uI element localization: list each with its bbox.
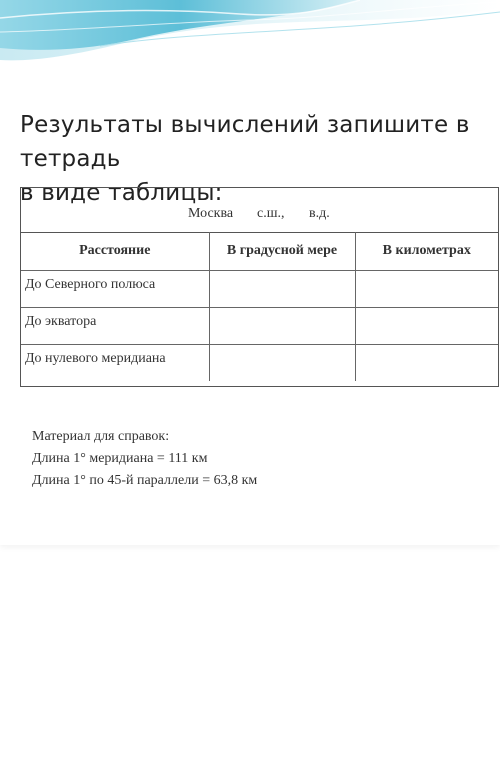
row-label-north-pole: До Северного полюса <box>21 270 209 307</box>
header-degrees: В градусной мере <box>209 232 355 270</box>
table-row <box>21 307 498 344</box>
heading-line-1: Результаты вычислений запишите в тетрадь <box>20 112 470 172</box>
distance-grid <box>21 232 498 381</box>
cell-degrees <box>209 270 355 307</box>
reference-material <box>32 426 472 492</box>
row-label-equator: До экватора <box>21 307 209 344</box>
cell-km <box>355 344 498 381</box>
table-row <box>21 270 498 307</box>
row-label-prime-meridian: До нулевого меридиана <box>21 344 209 381</box>
longitude-label: в.д. <box>309 206 330 221</box>
header-distance: Расстояние <box>21 232 209 270</box>
reference-line-2: Длина 1° по 45-й параллели = 63,8 км <box>32 473 258 488</box>
cell-degrees <box>209 307 355 344</box>
table-row <box>21 344 498 381</box>
city-name: Москва <box>188 206 234 221</box>
reference-title: Материал для справок: <box>32 429 170 444</box>
header-row <box>21 232 498 270</box>
cell-km <box>355 307 498 344</box>
heading-line-2: в виде таблицы: <box>20 180 223 206</box>
reference-line-1: Длина 1° меридиана = 111 км <box>32 451 208 466</box>
wave-banner <box>0 0 500 62</box>
header-kilometers: В километрах <box>355 232 498 270</box>
latitude-label: с.ш., <box>257 206 285 221</box>
cell-degrees <box>209 344 355 381</box>
cell-km <box>355 270 498 307</box>
city-row <box>21 188 498 233</box>
results-table <box>20 187 499 387</box>
